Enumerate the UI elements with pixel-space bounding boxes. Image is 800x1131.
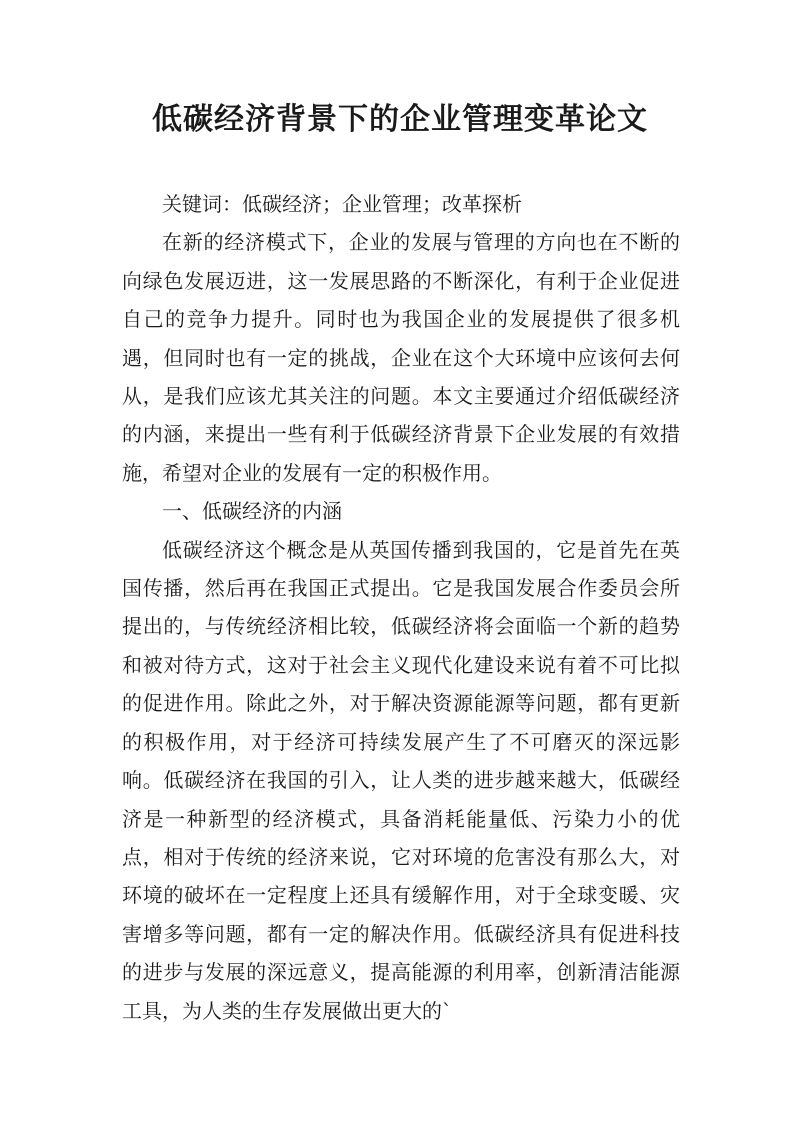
document-body — [122, 185, 680, 1030]
section-heading: 一、低碳经济的内涵 — [162, 499, 342, 524]
abstract-paragraph: 在新的经济模式下，企业的发展与管理的方向也在不断的向绿色发展迈进，这一发展思路的不断深化，有利于企业促进自己的竞争力提升。同时也为我国企业的发展提供了很多机遇，但同时也有一定的挑战，企业在这个大环境中应该何去何从，是我们应该尤其关注的问题。本文主要通过介绍低碳经济的内涵，来提出一些有利于低碳经济背景下企业发展的有效措施，希望对企业的发展有一定的积极作用。 — [122, 230, 680, 485]
section-paragraph: 低碳经济这个概念是从英国传播到我国的，它是首先在英国传播，然后再在我国正式提出。它是我国发展合作委员会所提出的，与传统经济相比较，低碳经济将会面临一个新的趋势和被对待方式，这对于社会主义现代化建设来说有着不可比拟的促进作用。除此之外，对于解决资源能源等问题，都有更新的积极作用，对于经济可持续发展产生了不可磨灭的深远影响。低碳经济在我国的引入，让人类的进步越来越大，低碳经济是一种新型的经济模式，具备消耗能量低、污染力小的优点，相对于传统的经济来说，它对环境的危害没有那么大，对环境的破坏在一定程度上还具有缓解作用，对于全球变暖、灾害增多等问题，都有一定的解决作用。低碳经济具有促进科技的进步与发展的深远意义，提高能源的利用率，创新清洁能源工具，为人类的生存发展做出更大的` — [122, 537, 680, 1023]
document-title: 低碳经济背景下的企业管理变革论文 — [152, 102, 648, 137]
keywords-line: 关键词：低碳经济；企业管理；改革探析 — [162, 192, 522, 216]
